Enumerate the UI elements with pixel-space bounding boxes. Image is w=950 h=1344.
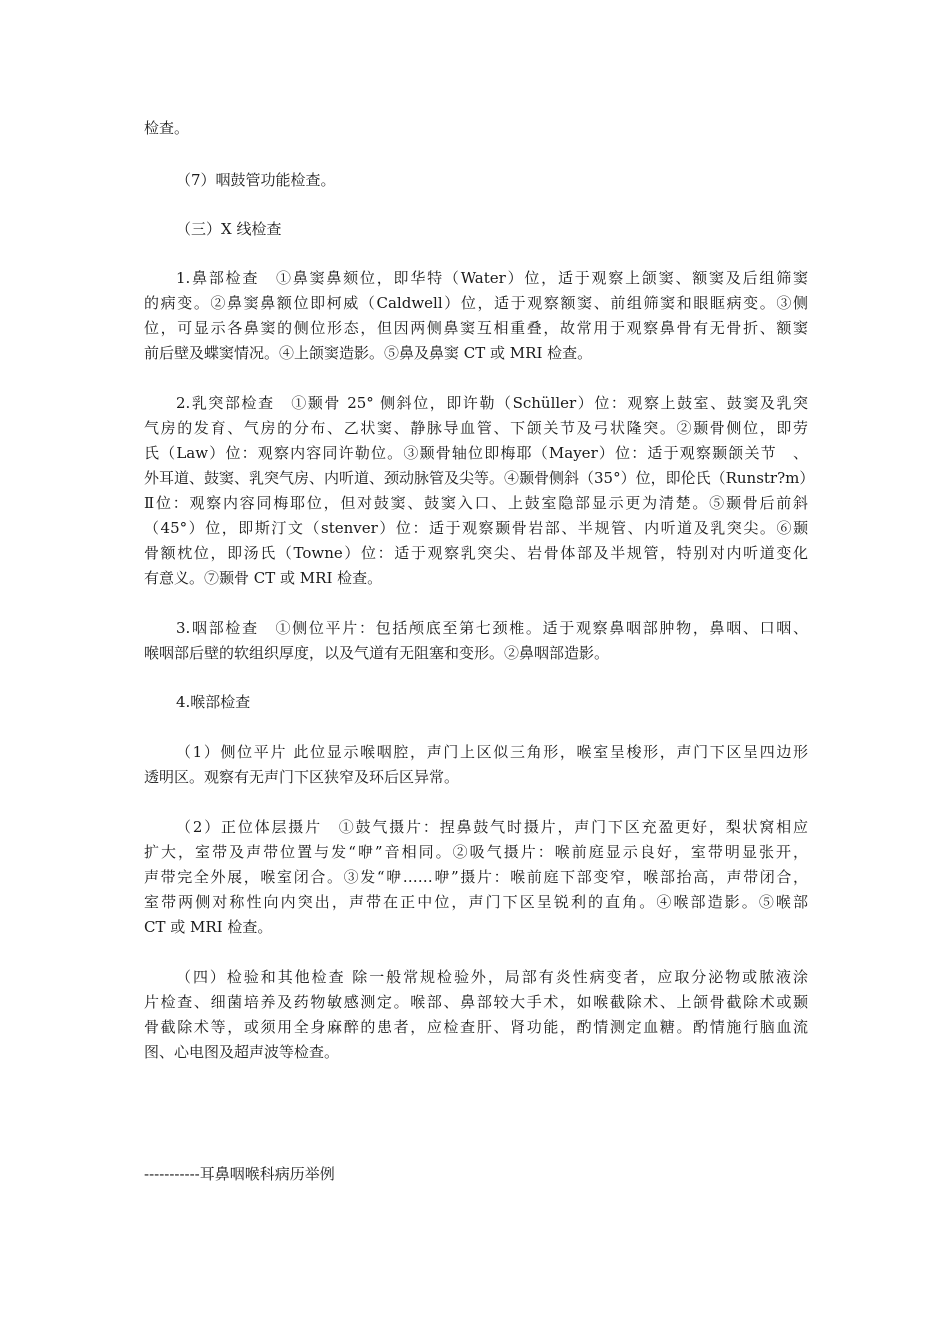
mastoid-exam-line: Ⅱ位：观察内容同梅耶位，但对鼓窦、鼓窦入口、上鼓室隐部显示更为清楚。⑤颞骨后前斜	[144, 494, 808, 512]
larynx-tomography-line: 声带完全外展，喉室闭合。③发“咿……咿”摄片：喉前庭下部变窄，喉部抬高，声带闭合，	[144, 868, 808, 886]
lab-exam-line: 图、心电图及超声波等检查。	[144, 1043, 340, 1061]
mastoid-exam-line: 气房的发育、气房的分布、乙状窦、静脉导血管、下颌关节及弓状隆突。②颞骨侧位，即劳	[144, 419, 808, 437]
nasal-exam-line: 位，可显示各鼻窦的侧位形态，但因两侧鼻窦互相重叠，故常用于观察鼻骨有无骨折、额窦	[144, 319, 808, 337]
larynx-exam-heading: 4.喉部检查	[176, 693, 251, 711]
lab-exam-line: （四）检验和其他检查 除一般常规检验外，局部有炎性病变者，应取分泌物或脓液涂	[176, 968, 808, 986]
mastoid-exam-line: 氏（Law）位：观察内容同许勒位。③颞骨轴位即梅耶（Mayer）位：适于观察颞颌关节 、	[144, 444, 808, 462]
larynx-tomography-line: CT 或 MRI 检查。	[144, 918, 273, 936]
larynx-tomography-line: 室带两侧对称性向内突出，声带在正中位，声门下区呈锐利的直角。④喉部造影。⑤喉部	[144, 893, 808, 911]
mastoid-exam-line: 外耳道、鼓窦、乳突气房、内听道、颈动脉管及尖等。④颞骨侧斜（35°）位，即伦氏（Runstr?m）	[144, 469, 815, 487]
nasal-exam-line: 1.鼻部检查 ①鼻窦鼻颏位，即华特（Water）位，适于观察上颌窦、额窦及后组筛窦	[176, 269, 808, 287]
nasal-exam-line: 前后壁及蝶窦情况。④上颌窦造影。⑤鼻及鼻窦 CT 或 MRI 检查。	[144, 344, 593, 362]
lab-exam-line: 骨截除术等，或须用全身麻醉的患者，应检查肝、肾功能，酌情测定血糖。酌情施行脑血流	[144, 1018, 808, 1036]
mastoid-exam-line: 2.乳突部检查 ①颞骨 25° 侧斜位，即许勒（Schüller）位：观察上鼓室、鼓窦及乳突	[176, 394, 808, 412]
mastoid-exam-line: 骨额枕位，即汤氏（Towne）位：适于观察乳突尖、岩骨体部及半规管，特别对内听道变化	[144, 544, 808, 562]
section-heading-xray: （三）X 线检查	[176, 220, 282, 238]
larynx-lateral-film-line: （1）侧位平片 此位显示喉咽腔，声门上区似三角形，喉室呈梭形，声门下区呈四边形	[176, 743, 808, 761]
pharynx-exam-line: 喉咽部后壁的软组织厚度，以及气道有无阻塞和变形。②鼻咽部造影。	[144, 644, 610, 662]
item-eustachian-tube-exam: （7）咽鼓管功能检查。	[176, 171, 336, 189]
lab-exam-line: 片检查、细菌培养及药物敏感测定。喉部、鼻部较大手术，如喉截除术、上颌骨截除术或颞	[144, 993, 808, 1011]
nasal-exam-line: 的病变。②鼻窦鼻额位即柯威（Caldwell）位，适于观察额窦、前组筛窦和眼眶病变。③侧	[144, 294, 808, 312]
larynx-tomography-line: （2）正位体层摄片 ①鼓气摄片：捏鼻鼓气时摄片，声门下区充盈更好，梨状窝相应	[176, 818, 808, 836]
next-section-link-text: -----------耳鼻咽喉科病历举例	[144, 1165, 335, 1183]
larynx-lateral-film-line: 透明区。观察有无声门下区狭窄及环后区异常。	[144, 768, 460, 786]
mastoid-exam-line: 有意义。⑦颞骨 CT 或 MRI 检查。	[144, 569, 383, 587]
mastoid-exam-line: （45°）位，即斯汀文（stenver）位：适于观察颞骨岩部、半规管、内听道及乳突尖。⑥颞	[144, 519, 808, 537]
text-line-continuation: 检查。	[144, 119, 190, 137]
larynx-tomography-line: 扩大，室带及声带位置与发“咿”音相同。②吸气摄片：喉前庭显示良好，室带明显张开，	[144, 843, 808, 861]
pharynx-exam-line: 3.咽部检查 ①侧位平片：包括颅底至第七颈椎。适于观察鼻咽部肿物，鼻咽、口咽、	[176, 619, 808, 637]
